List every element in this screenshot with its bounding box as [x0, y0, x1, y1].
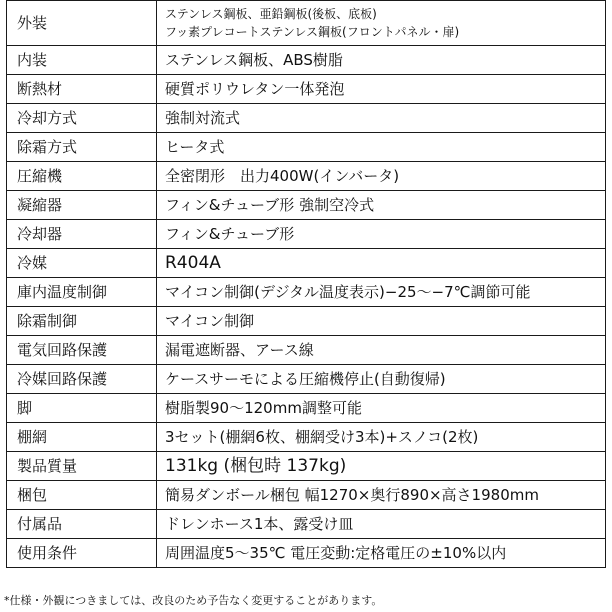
- spec-value: [157, 1, 606, 46]
- spec-value: ケースサーモによる圧縮機停止(自動復帰): [157, 365, 606, 394]
- spec-value: ドレンホース1本、露受け皿: [157, 510, 606, 539]
- spec-label: 凝縮器: [7, 191, 157, 220]
- table-row: [7, 278, 606, 307]
- spec-value: 樹脂製90〜120mm調整可能: [157, 394, 606, 423]
- spec-label: 内装: [7, 46, 157, 75]
- spec-value: ステンレス鋼板、ABS樹脂: [157, 46, 606, 75]
- spec-label: 冷媒: [7, 249, 157, 278]
- table-row: [7, 1, 606, 46]
- spec-value: マイコン制御(デジタル温度表示)−25〜−7℃調節可能: [157, 278, 606, 307]
- table-row: [7, 249, 606, 278]
- table-row: [7, 133, 606, 162]
- spec-value: マイコン制御: [157, 307, 606, 336]
- table-row: [7, 104, 606, 133]
- table-row: [7, 336, 606, 365]
- table-row: [7, 423, 606, 452]
- spec-value: R404A: [157, 249, 606, 278]
- table-row: [7, 220, 606, 249]
- spec-label: 外装: [7, 1, 157, 46]
- spec-label: 除霜方式: [7, 133, 157, 162]
- table-row: [7, 394, 606, 423]
- spec-value: 全密閉形 出力400W(インバータ): [157, 162, 606, 191]
- spec-label: 電気回路保護: [7, 336, 157, 365]
- spec-value: 131kg (梱包時 137kg): [157, 452, 606, 481]
- spec-label: 除霜制御: [7, 307, 157, 336]
- spec-value-line: ステンレス鋼板、亜鉛鋼板(後板、底板): [165, 7, 377, 21]
- spec-label: 冷却方式: [7, 104, 157, 133]
- spec-label: 圧縮機: [7, 162, 157, 191]
- table-row: [7, 452, 606, 481]
- footnote: *仕様・外観につきましては、改良のため予告なく変更することがあります。: [4, 594, 383, 607]
- spec-value: 漏電遮断器、アース線: [157, 336, 606, 365]
- table-row: [7, 46, 606, 75]
- spec-label: 梱包: [7, 481, 157, 510]
- spec-label: 冷媒回路保護: [7, 365, 157, 394]
- table-row: [7, 481, 606, 510]
- spec-label: 付属品: [7, 510, 157, 539]
- spec-label: 製品質量: [7, 452, 157, 481]
- spec-value: ヒータ式: [157, 133, 606, 162]
- spec-label: 断熱材: [7, 75, 157, 104]
- spec-value: 簡易ダンボール梱包 幅1270×奥行890×高さ1980mm: [157, 481, 606, 510]
- table-row: [7, 510, 606, 539]
- spec-label: 使用条件: [7, 539, 157, 568]
- spec-table: [6, 0, 606, 568]
- spec-value: 周囲温度5〜35℃ 電圧変動:定格電圧の±10%以内: [157, 539, 606, 568]
- table-row: [7, 75, 606, 104]
- table-row: [7, 162, 606, 191]
- spec-label: 庫内温度制御: [7, 278, 157, 307]
- spec-label: 棚網: [7, 423, 157, 452]
- table-row: [7, 365, 606, 394]
- spec-value: フィン&チューブ形 強制空冷式: [157, 191, 606, 220]
- spec-label: 脚: [7, 394, 157, 423]
- table-row: [7, 307, 606, 336]
- spec-value: フィン&チューブ形: [157, 220, 606, 249]
- spec-value: 硬質ポリウレタン一体発泡: [157, 75, 606, 104]
- spec-value: 強制対流式: [157, 104, 606, 133]
- spec-value-line: フッ素プレコートステンレス鋼板(フロントパネル・扉): [165, 25, 460, 39]
- spec-value: 3セット(棚網6枚、棚網受け3本)+スノコ(2枚): [157, 423, 606, 452]
- spec-label: 冷却器: [7, 220, 157, 249]
- table-row: [7, 539, 606, 568]
- table-row: [7, 191, 606, 220]
